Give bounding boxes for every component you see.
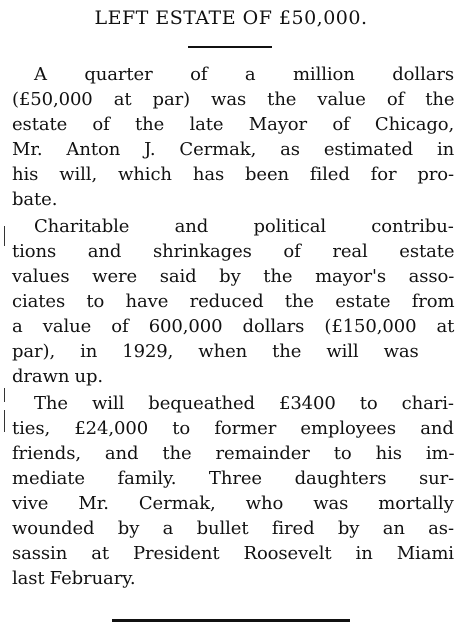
article-body [12,62,454,591]
text-line: bate. [12,189,58,210]
text-line: The will bequeathed £3400 to chari- [34,393,454,414]
text-line: (£50,000 at par) was the value of the [12,89,455,110]
text-line: Charitable and political contribu- [34,216,454,237]
headline-rule [188,46,272,48]
text-line: tions and shrinkages of real estate [12,241,455,262]
closing-rule [112,619,350,622]
text-line: estate of the late Mayor of Chicago, [12,114,455,135]
text-line: friends, and the remainder to his im- [12,443,455,464]
text-line: Mr. Anton J. Cermak, as estimated in [12,139,455,160]
margin-mark [4,226,5,246]
margin-mark [4,388,5,402]
text-line: wounded by a bullet fired by an as- [12,518,454,539]
headline: LEFT ESTATE OF £50,000. [94,7,368,29]
text-line: ties, £24,000 to former employees and [12,418,454,439]
text-line: sassin at President Roosevelt in Miami [12,543,454,564]
text-line: A quarter of a million dollars [34,64,454,85]
text-line: mediate family. Three daughters sur- [12,468,455,489]
text-line: par), in 1929, when the will was [12,341,419,362]
margin-mark [4,410,5,432]
text-line: vive Mr. Cermak, who was mortally [12,493,454,514]
text-line: values were said by the mayor's asso- [12,266,455,287]
text-line: his will, which has been filed for pro- [12,164,455,185]
paragraph [12,391,454,591]
paragraph [12,62,454,212]
text-line: ciates to have reduced the estate from [12,291,455,312]
paragraph [12,214,454,389]
text-line: last February. [12,568,136,589]
text-line: a value of 600,000 dollars (£150,000 at [12,316,455,337]
text-line: drawn up. [12,366,104,387]
